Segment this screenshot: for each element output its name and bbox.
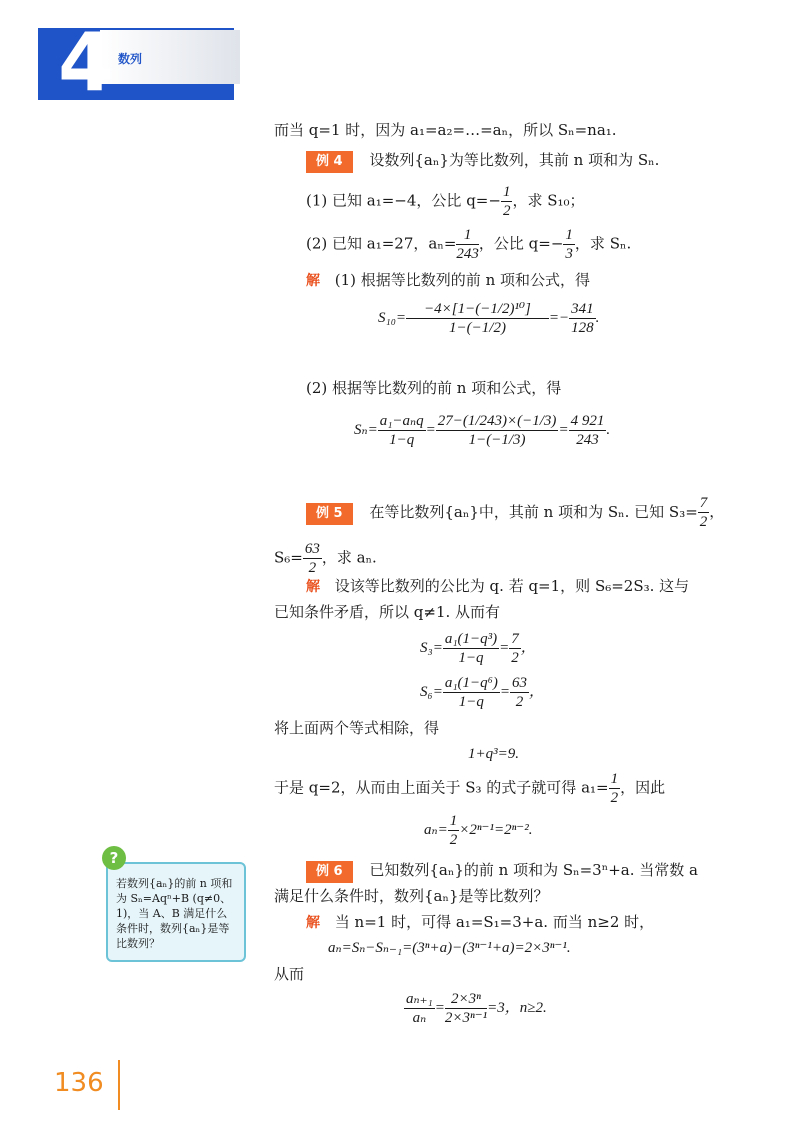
text-segment: S₆= — [274, 548, 303, 567]
denominator: 2×3ⁿ⁻¹ — [444, 1010, 488, 1026]
numerator: 2×3ⁿ — [445, 990, 487, 1009]
text-segment: S₁₀= — [378, 309, 407, 326]
text-segment: (1) 已知 a₁=−4，公比 q=− — [306, 191, 501, 210]
fraction — [448, 812, 460, 849]
numerator: 4 921 — [570, 413, 605, 429]
fraction — [436, 412, 559, 449]
solution-5-3: 将上面两个等式相除，得 — [274, 719, 440, 737]
page-number: 136 — [54, 1068, 104, 1098]
fraction — [698, 494, 710, 531]
numerator: 1 — [565, 227, 573, 243]
denominator: 1−q — [458, 650, 484, 666]
text-line: 而当 q=1 时，因为 a₁=a₂=…=aₙ，所以 Sₙ=na₁. — [274, 121, 617, 139]
equation-ratio — [404, 990, 547, 1027]
denominator: 128 — [571, 320, 594, 336]
example-4-label: 例 4 — [306, 151, 353, 173]
side-note-text: 若数列{aₙ}的前 n 项和为 Sₙ=Aqⁿ+B (q≠0、1)，当 A、B 满足什么条件时，数列{aₙ}是等比数列？ — [116, 877, 233, 950]
fraction — [303, 540, 322, 577]
text-segment: aₙ= — [424, 821, 448, 838]
text-segment: (2) 已知 a₁=27，aₙ= — [306, 234, 457, 253]
example-5-line-1 — [306, 494, 724, 531]
example-4-part-1 — [306, 183, 585, 220]
text-segment: = — [558, 421, 569, 438]
numerator: 63 — [512, 675, 528, 691]
example-6-text: 已知数列{aₙ}的前 n 项和为 Sₙ=3ⁿ+a. 当常数 a — [369, 861, 698, 879]
denominator: 1−(−1/3) — [468, 432, 526, 448]
text-segment: ×2ⁿ⁻¹=2ⁿ⁻². — [459, 821, 533, 838]
text-segment: . — [595, 309, 600, 326]
solution-label: 解 — [306, 579, 320, 595]
fraction — [569, 412, 607, 449]
equation-q3: 1+q³=9. — [468, 746, 519, 762]
denominator: 2 — [449, 832, 458, 848]
text-segment: ，求 aₙ. — [321, 548, 377, 567]
text-segment: ，公比 q=− — [478, 234, 564, 253]
text-segment: . — [606, 421, 611, 438]
numerator: 7 — [699, 495, 708, 511]
solution-6-1: 当 n=1 时，可得 a₁=S₁=3+a. 而当 n≥2 时， — [334, 913, 655, 931]
text-segment: ，求 Sₙ. — [574, 234, 632, 253]
solution-4-1: (1) 根据等比数列的前 n 项和公式，得 — [334, 271, 590, 289]
equation-sn — [354, 412, 610, 449]
example-6-label: 例 6 — [306, 861, 353, 883]
denominator: aₙ — [412, 1010, 427, 1026]
solution-6-3: 从而 — [274, 965, 305, 983]
equation-s3 — [420, 630, 536, 667]
fraction — [445, 990, 487, 1027]
fraction — [563, 226, 575, 263]
numerator: 63 — [304, 541, 320, 557]
text-segment: = — [434, 999, 445, 1016]
text-segment: ， — [529, 683, 545, 700]
numerator: a₁−aₙq — [379, 413, 424, 429]
solution-5-2: 已知条件矛盾，所以 q≠1. 从而有 — [274, 603, 501, 621]
numerator: 1 — [456, 226, 479, 245]
denominator: 243 — [456, 246, 479, 262]
solution-6-2: aₙ=Sₙ−Sₙ₋₁=(3ⁿ+a)−(3ⁿ⁻¹+a)=2×3ⁿ⁻¹. — [328, 940, 571, 956]
solution-5-4 — [274, 770, 665, 807]
chapter-number: 4 — [58, 16, 114, 109]
denominator: 2 — [515, 694, 524, 710]
question-icon: ? — [102, 846, 126, 870]
numerator: aₙ₊₁ — [406, 991, 433, 1007]
denominator: 1−(−1/2) — [449, 320, 506, 336]
numerator: a₁(1−q³) — [444, 631, 498, 647]
numerator: 1 — [502, 184, 511, 200]
example-4-text: 设数列{aₙ}为等比数列，其前 n 项和为 Sₙ. — [369, 151, 660, 169]
fraction — [443, 630, 499, 667]
fraction — [609, 770, 621, 807]
numerator: −4×[1−(−1/2)¹⁰] — [406, 300, 549, 319]
denominator: 2 — [610, 790, 619, 806]
solution-4-2: (2) 根据等比数列的前 n 项和公式，得 — [306, 379, 562, 397]
equation-s6 — [420, 674, 544, 711]
fraction — [510, 674, 529, 711]
text-segment: S₃= — [420, 639, 443, 656]
chapter-title: 数列 — [118, 52, 143, 66]
example-6-text-2: 满足什么条件时，数列{aₙ}是等比数列？ — [274, 887, 549, 905]
text-segment: ， — [709, 502, 725, 521]
text-segment: ，求 S₁₀； — [512, 191, 585, 210]
text-segment: S₆= — [420, 683, 443, 700]
fraction — [378, 412, 426, 449]
text-segment: = — [499, 683, 511, 700]
page-number-divider — [118, 1060, 120, 1110]
text-segment: 于是 q=2，从而由上面关于 S₃ 的式子就可得 a₁= — [274, 778, 609, 797]
denominator: 1−q — [389, 432, 415, 448]
denominator: 243 — [576, 432, 599, 448]
fraction — [404, 990, 435, 1027]
fraction — [509, 630, 521, 667]
denominator: 2 — [502, 203, 511, 219]
numerator: 1 — [449, 813, 458, 829]
denominator: 2 — [699, 514, 708, 530]
numerator: 1 — [610, 771, 619, 787]
solution-label: 解 — [306, 915, 320, 931]
numerator: 341 — [571, 301, 594, 317]
text-segment: ， — [520, 639, 536, 656]
text-segment: =− — [548, 309, 570, 326]
numerator: a₁(1−q⁶) — [444, 675, 498, 691]
text-segment: 在等比数列{aₙ}中，其前 n 项和为 Sₙ. 已知 S₃= — [369, 502, 698, 521]
denominator: 2 — [511, 650, 519, 666]
solution-label: 解 — [306, 273, 320, 289]
example-4-part-2 — [306, 226, 631, 263]
text-segment: ，因此 — [620, 778, 666, 797]
fraction — [456, 226, 479, 263]
equation-an — [424, 812, 532, 849]
text-segment: = — [425, 421, 436, 438]
denominator: 1−q — [458, 694, 484, 710]
example-5-line-2 — [274, 540, 377, 577]
fraction — [443, 674, 500, 711]
fraction — [569, 300, 596, 337]
numerator: 27−(1/243)×(−1/3) — [437, 413, 557, 429]
denominator: 2 — [308, 560, 317, 576]
fraction — [406, 300, 549, 337]
text-segment: = — [499, 639, 510, 656]
text-segment: =3，n≥2. — [487, 999, 547, 1016]
example-5-label: 例 5 — [306, 503, 353, 525]
text-segment: Sₙ= — [354, 421, 378, 438]
numerator: 7 — [511, 631, 519, 647]
solution-5-1: 设该等比数列的公比为 q. 若 q=1，则 S₆=2S₃. 这与 — [334, 577, 690, 595]
fraction — [501, 183, 513, 220]
denominator: 3 — [565, 246, 573, 262]
equation-s10 — [378, 300, 599, 337]
